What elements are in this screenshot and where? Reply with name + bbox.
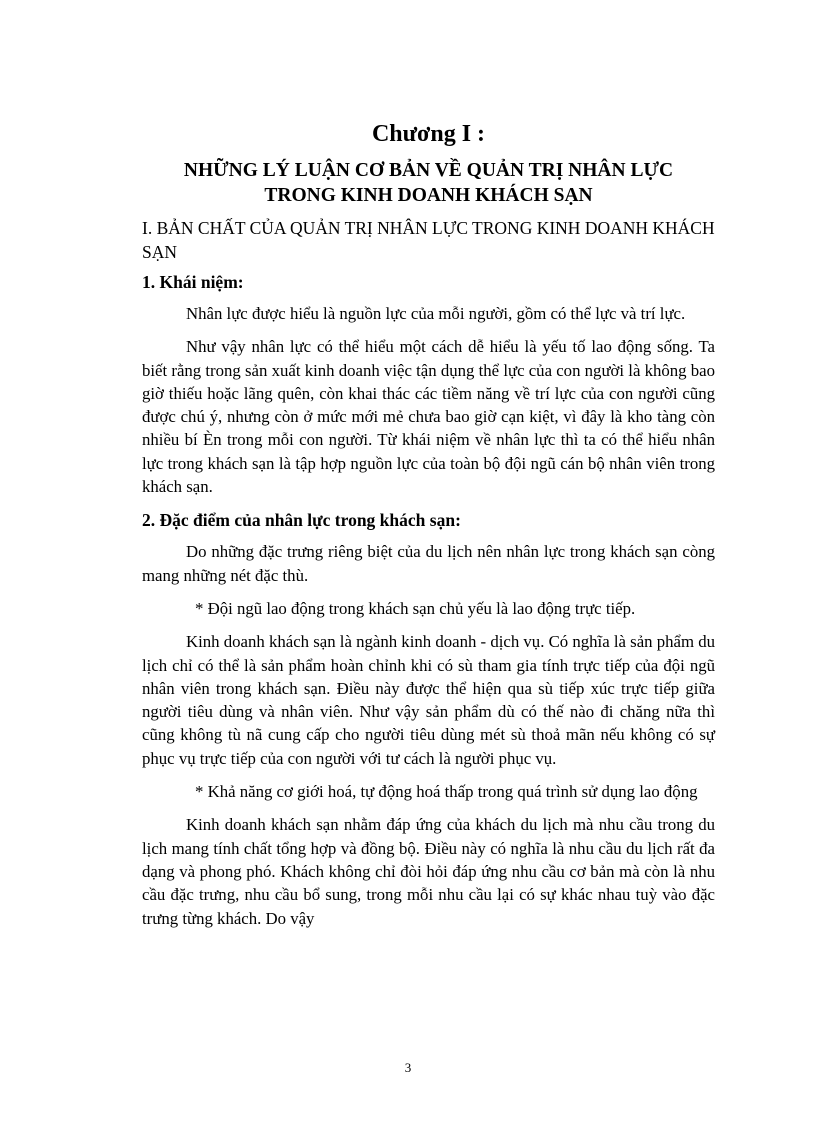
bullet-point: * Khả năng cơ giới hoá, tự động hoá thấp trong quá trình sử dụng lao động	[195, 782, 698, 802]
paragraph: Do những đặc trưng riêng biệt của du lịch nên nhân lực trong khách sạn còng mang những nét đặc thù.	[142, 542, 715, 585]
paragraph: Kinh doanh khách sạn nhằm đáp ứng của khách du lịch mà nhu cầu trong du lịch mang tính chất tổng hợp và đồng bộ. Điều này có nghĩa là nhu cầu du lịch rất đa dạng và phong phó. Khách không chỉ đòi hỏi đáp ứng nhu cầu cơ bản mà còn là nhu cầu đặc trưng, nhu cầu bổ sung, trong mỗi nhu cầu lại có sự khác nhau tuỳ vào đặc trưng từng khách. Do vậy	[142, 815, 715, 928]
page-number: 3	[404, 1060, 412, 1075]
main-title-line-2: TRONG KINH DOANH KHÁCH SẠN	[264, 185, 593, 206]
document-page	[142, 118, 715, 940]
subsection-1-heading: 1. Khái niệm:	[142, 272, 244, 292]
subsection-2-heading: 2. Đặc điểm của nhân lực trong khách sạn:	[142, 510, 461, 531]
main-title	[142, 158, 715, 208]
chapter-title: Chương I :	[371, 121, 486, 147]
paragraph: Nhân lực được hiểu là nguồn lực của mỗi người, gồm có thể lực và trí lực.	[186, 304, 686, 323]
paragraph: Như vậy nhân lực có thể hiểu một cách dễ hiểu là yếu tố lao động sống. Ta biết rằng trong sản xuất kinh doanh việc tận dụng thể lực của con người là không bao giờ thiếu hoặc lãng quên, còn khai thác các tiềm năng về trí lực của con người cũng được chú ý, nhưng còn ở mức mới mẻ chưa bao giờ cạn kiệt, vì đây là kho tàng còn nhiều bí Èn trong mỗi con người. Từ khái niệm về nhân lực thì ta có thể hiểu nhân lực trong khách sạn là tập hợp nguồn lực của toàn bộ đội ngũ cán bộ nhân viên trong khách sạn.	[142, 337, 715, 497]
main-title-line-1: NHỮNG LÝ LUẬN CƠ BẢN VỀ QUẢN TRỊ NHÂN LỰC	[183, 160, 674, 181]
section-heading: I. BẢN CHẤT CỦA QUẢN TRỊ NHÂN LỰC TRONG KINH DOANH KHÁCH SẠN	[142, 218, 715, 262]
bullet-point: * Đội ngũ lao động trong khách sạn chủ yếu là lao động trực tiếp.	[195, 598, 636, 618]
paragraph: Kinh doanh khách sạn là ngành kinh doanh - dịch vụ. Có nghĩa là sản phẩm du lịch chỉ có thể là sản phẩm hoàn chỉnh khi có sù tham gia tính trực tiếp của đội ngũ nhân viên trong khách sạn. Điều này được thể hiện qua sù tiếp xúc trực tiếp giữa người tiêu dùng và nhân viên. Như vậy sản phẩm dù có thế nào đi chăng nữa thì cũng không tù nã cung cấp cho người tiêu dùng mét sù thoả mãn nếu không có sự phục vụ trực tiếp của con người với tư cách là người phục vụ.	[142, 632, 715, 768]
